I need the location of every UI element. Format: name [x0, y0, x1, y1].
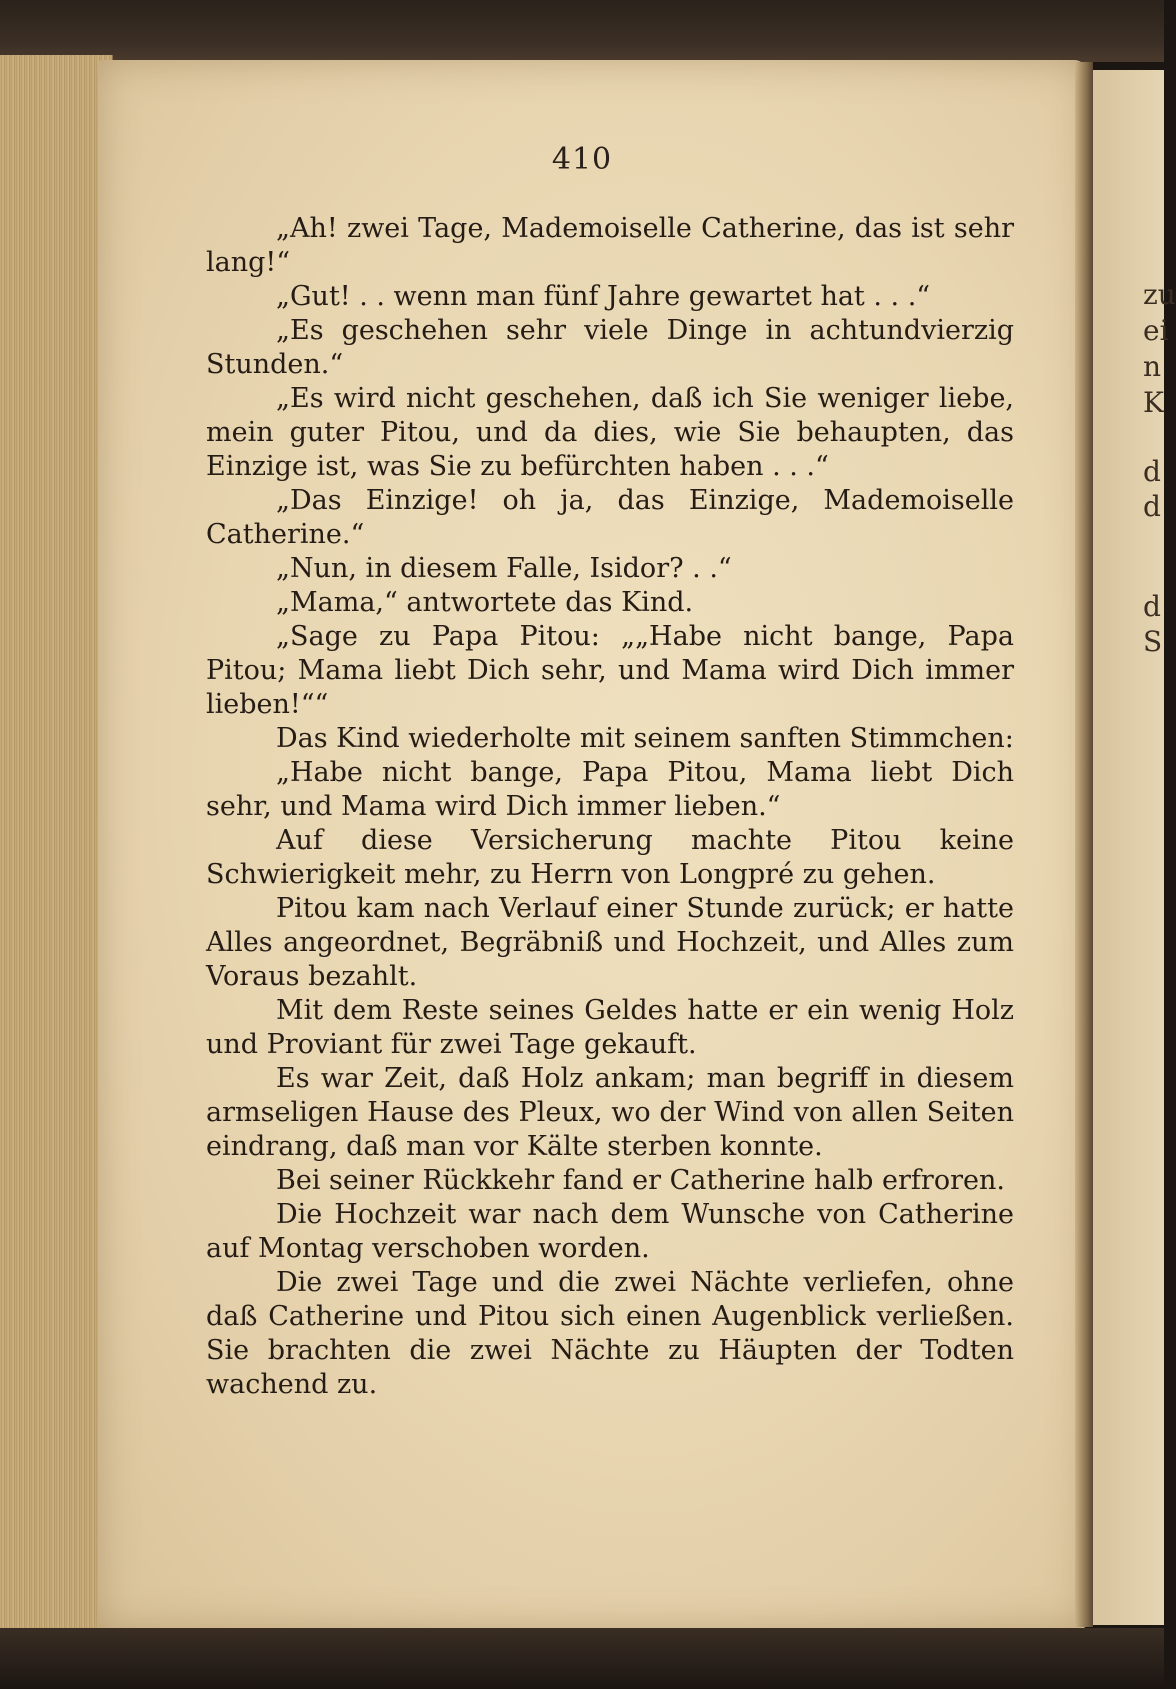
paragraph: Das Kind wiederholte mit seinem sanften Stimmchen:: [276, 723, 1014, 754]
facing-page-fragment: zu: [1143, 278, 1176, 311]
paragraph: „Gut! . . wenn man fünf Jahre gewartet hat . . .“: [276, 281, 931, 312]
paragraph: Die Hochzeit war nach dem Wunsche von Catherine auf Montag verschoben worden.: [206, 1199, 1014, 1264]
facing-page-edge: [1093, 70, 1176, 1625]
book-spine-bottom: [0, 1628, 1164, 1689]
facing-page-fragment: K: [1143, 386, 1164, 419]
paragraph: „Sage zu Papa Pitou: „„Habe nicht bange, Papa Pitou; Mama liebt Dich sehr, und Mama wird Dich immer lieben!““: [206, 621, 1014, 720]
paragraph: Mit dem Reste seines Geldes hatte er ein wenig Holz und Proviant für zwei Tage gekauft.: [206, 995, 1014, 1060]
body-text: [206, 212, 1014, 1402]
facing-page-fragment: n: [1143, 350, 1162, 383]
paragraph: Es war Zeit, daß Holz ankam; man begriff in diesem armseligen Hause des Pleux, wo der Wind von allen Seiten eindrang, daß man vor Kälte sterben konnte.: [206, 1063, 1014, 1162]
paragraph: „Mama,“ antwortete das Kind.: [276, 587, 694, 618]
paragraph: „Ah! zwei Tage, Mademoiselle Catherine, das ist sehr lang!“: [206, 213, 1014, 278]
book-gutter: [1075, 62, 1093, 1627]
paragraph: Bei seiner Rückkehr fand er Catherine halb erfroren.: [276, 1165, 1005, 1196]
facing-page-fragment: d: [1143, 455, 1161, 488]
facing-page-fragment: d: [1143, 590, 1161, 623]
paragraph: „Es geschehen sehr viele Dinge in achtundvierzig Stunden.“: [206, 315, 1014, 380]
paragraph: „Das Einzige! oh ja, das Einzige, Mademoiselle Catherine.“: [206, 485, 1014, 550]
paragraph: Auf diese Versicherung machte Pitou keine Schwierigkeit mehr, zu Herrn von Longpré zu gehen.: [206, 825, 1014, 890]
facing-page-fragment: d: [1143, 490, 1161, 523]
paragraph: „Habe nicht bange, Papa Pitou, Mama liebt Dich sehr, und Mama wird Dich immer lieben.“: [206, 757, 1014, 822]
paragraph: „Nun, in diesem Falle, Isidor? . .“: [276, 553, 732, 584]
facing-page-fragment: S: [1143, 625, 1163, 658]
book-spine-top: [0, 0, 1164, 62]
page-number: 410: [551, 142, 613, 177]
facing-page-fragment: ei: [1143, 314, 1169, 347]
page-stack-edges: [0, 55, 113, 1635]
paragraph: „Es wird nicht geschehen, daß ich Sie weniger liebe, mein guter Pitou, und da dies, wie Sie behaupten, das Einzige ist, was Sie zu befürchten haben . . .“: [206, 383, 1014, 482]
paragraph: Pitou kam nach Verlauf einer Stunde zurück; er hatte Alles angeordnet, Begräbniß und Hochzeit, und Alles zum Voraus bezahlt.: [206, 893, 1014, 992]
paragraph: Die zwei Tage und die zwei Nächte verliefen, ohne daß Catherine und Pitou sich einen Augenblick verließen. Sie brachten die zwei Nächte zu Häupten der Todten wachend zu.: [206, 1267, 1014, 1400]
